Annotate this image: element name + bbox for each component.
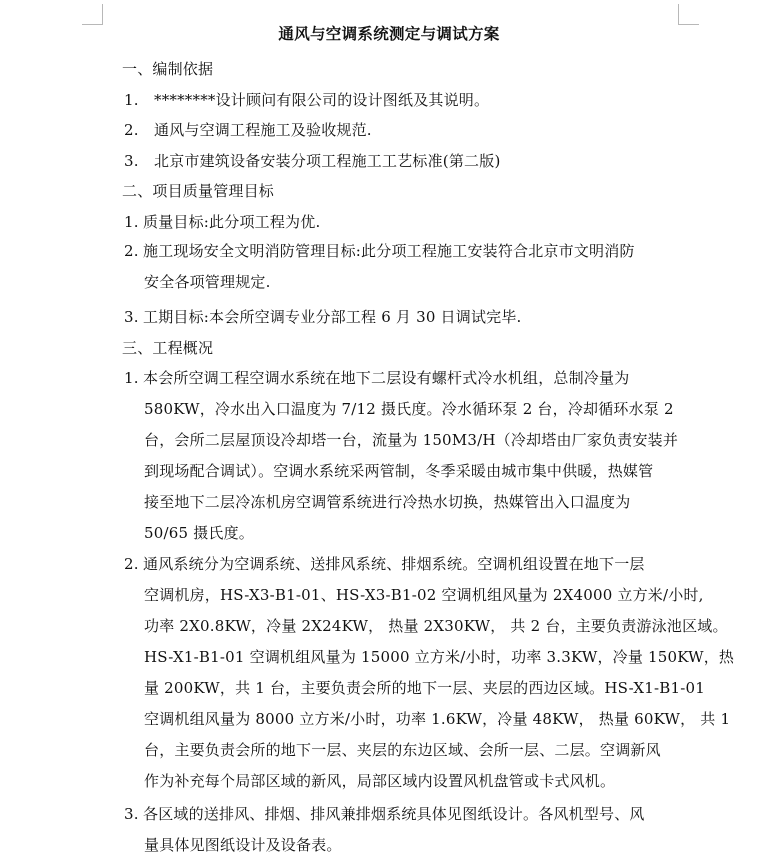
list-text-line: 功率 2X0.8KW，冷量 2X24KW， 热量 2X30KW， 共 2 台，主要负责游泳池区域。 [144, 617, 728, 635]
list-text: 通风与空调工程施工及验收规范. [154, 121, 372, 139]
list-text-line: 接至地下二层冷冻机房空调管系统进行冷热水切换，热媒管出入口温度为 [144, 493, 631, 511]
list-text: 质量目标:此分项工程为优. [143, 213, 321, 231]
list-number: 2. [124, 242, 139, 260]
section-heading: 三、工程概况 [122, 339, 214, 357]
document-title: 通风与空调系统测定与调试方案 [278, 24, 500, 43]
list-text-line: 580KW，冷水出入口温度为 7/12 摄氏度。冷水循环泵 2 台，冷却循环水泵 2 [144, 400, 674, 418]
list-number: 3. [124, 152, 139, 170]
list-item [124, 89, 489, 110]
list-text-line: 各区域的送排风、排烟、排风兼排烟系统具体见图纸设计。各风机型号、风 [143, 805, 645, 823]
list-text-line: 量 200KW，共 1 台，主要负责会所的地下一层、夹层的西边区域。HS-X1-B1-01 [144, 679, 706, 697]
list-item [124, 150, 501, 171]
list-text: 工期目标:本会所空调专业分部工程 6 月 30 日调试完毕. [143, 308, 522, 326]
list-number: 3. [124, 308, 139, 326]
list-number: 3. [124, 805, 139, 823]
list-text-line: 本会所空调工程空调水系统在地下二层设有螺杆式冷水机组，总制冷量为 [143, 369, 630, 387]
list-text-line: 通风系统分为空调系统、送排风系统、排烟系统。空调机组设置在地下一层 [143, 555, 645, 573]
section-heading: 一、编制依据 [122, 60, 214, 78]
list-item [124, 211, 320, 232]
list-item [124, 236, 635, 298]
list-item [124, 549, 734, 797]
list-number: 1. [124, 369, 139, 387]
list-text: ********设计顾问有限公司的设计图纸及其说明。 [154, 91, 490, 109]
list-number: 2. [124, 555, 139, 573]
list-text: 北京市建筑设备安装分项工程施工工艺标准(第二版) [154, 152, 501, 170]
list-text-line: 空调机组风量为 8000 立方米/小时，功率 1.6KW，冷量 48KW， 热量 60KW， 共 1 [144, 710, 731, 728]
list-text-line: 到现场配合调试）。空调水系统采两管制，冬季采暖由城市集中供暖，热媒管 [144, 462, 654, 480]
list-text-line: 50/65 摄氏度。 [144, 524, 254, 542]
list-item [124, 363, 678, 549]
list-item [124, 799, 645, 861]
list-text-line: 台，主要负责会所的地下一层、夹层的东边区域、会所一层、二层。空调新风 [144, 741, 661, 759]
list-number: 1. [124, 213, 139, 231]
list-number: 1. [124, 91, 139, 109]
list-text-line: 台，会所二层屋顶设冷却塔一台，流量为 150M3/H（冷却塔由厂家负责安装并 [144, 431, 679, 449]
list-number: 2. [124, 121, 139, 139]
list-text-line: 量具体见图纸设计及设备表。 [144, 836, 342, 854]
list-text-line: 作为补充每个局部区域的新风，局部区域内设置风机盘管或卡式风机。 [144, 772, 616, 790]
list-text-line: 空调机房，HS-X3-B1-01、HS-X3-B1-02 空调机组风量为 2X4000 立方米/小时, [144, 586, 704, 604]
list-text-line: 安全各项管理规定. [144, 273, 271, 291]
list-text-line: HS-X1-B1-01 空调机组风量为 15000 立方米/小时，功率 3.3KW，冷量 150KW，热 [144, 648, 735, 666]
list-text-line: 施工现场安全文明消防管理目标:此分项工程施工安装符合北京市文明消防 [143, 242, 635, 260]
section-heading: 二、项目质量管理目标 [122, 182, 275, 200]
list-item [124, 119, 372, 140]
list-item [124, 306, 522, 327]
